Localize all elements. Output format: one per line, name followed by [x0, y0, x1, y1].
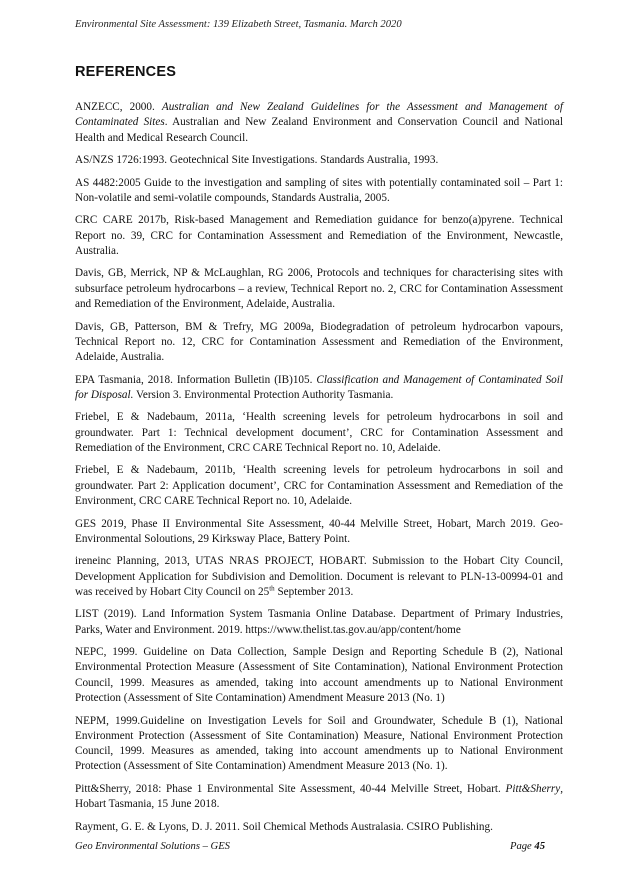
reference-davis-2006: Davis, GB, Merrick, NP & McLaughlan, RG 2006, Protocols and techniques for characterising sites with subsurface petroleum hydrocarbons – a review, Technical Report no. 2, CRC for Contamination Assessment and Remediation of the Environment, Adelaide, Australia.	[75, 267, 563, 311]
footer-company: Geo Environmental Solutions – GES	[75, 841, 230, 852]
reference-rayment: Rayment, G. E. & Lyons, D. J. 2011. Soil Chemical Methods Australasia. CSIRO Publishing.	[75, 820, 493, 833]
reference-ireneinc: ireneinc Planning, 2013, UTAS NRAS PROJECT, HOBART. Submission to the Hobart City Council, Development Application for Subdivision and Demolition. Document is relevant to PLN-13-00994-01 and was received by Hobart City Council on 25th September 2013.	[75, 555, 563, 598]
running-header: Environmental Site Assessment: 139 Elizabeth Street, Tasmania. March 2020	[75, 19, 402, 30]
page-number: Page 45	[509, 841, 545, 852]
reference-as-4482: AS 4482:2005 Guide to the investigation and sampling of sites with potentially contaminated soil – Part 1: Non-volatile and semi-volatile compounds, Standards Australia, 2005.	[75, 176, 563, 204]
reference-anzecc: ANZECC, 2000. Australian and New Zealand Guidelines for the Assessment and Management of Contaminated Sites. Australian and New Zealand Environment and Conservation Council and National Health and Medical Research Council.	[75, 101, 563, 144]
reference-asnzs-1726: AS/NZS 1726:1993. Geotechnical Site Investigations. Standards Australia, 1993.	[75, 154, 439, 167]
reference-ges-2019: GES 2019, Phase II Environmental Site Assessment, 40-44 Melville Street, Hobart, March 2019. Geo-Environmental Soloutions, 29 Kirksway Place, Battery Point.	[75, 517, 563, 545]
reference-list	[75, 100, 563, 842]
reference-friebel-2011b: Friebel, E & Nadebaum, 2011b, ‘Health screening levels for petroleum hydrocarbons in soil and groundwater. Part 2: Application document’, CRC for Contamination Assessment and Remediation of the Environment, CRC CARE Technical Report no. 10, Adelaide.	[75, 464, 563, 508]
reference-friebel-2011a: Friebel, E & Nadebaum, 2011a, ‘Health screening levels for petroleum hydrocarbons in soil and groundwater. Part 1: Technical development document’, CRC for Contamination Assessment and Remediation of the Environment, CRC CARE Technical Report no. 10, Adelaide.	[75, 411, 563, 454]
reference-nepm: NEPM, 1999.Guideline on Investigation Levels for Soil and Groundwater, Schedule B (1), National Environment Protection (Assessment of Site Contamination) Measure, National Environment Protection Council, 1999. Measures as amended, taking into account amendments up to National Environment Protection (Assessment of Site Contamination) Amendment Measure 2013 (No. 1).	[75, 714, 563, 773]
reference-epa-tasmania: EPA Tasmania, 2018. Information Bulletin (IB)105. Classification and Management of Contaminated Soil for Disposal. Version 3. Environmental Protection Authority Tasmania.	[75, 373, 563, 401]
page-title: REFERENCES	[75, 64, 177, 80]
page-footer	[75, 841, 545, 852]
reference-list: LIST (2019). Land Information System Tasmania Online Database. Department of Primary Industries, Parks, Water and Environment. 2019. https://www.thelist.tas.gov.au/app/content/home	[75, 608, 563, 636]
reference-nepc: NEPC, 1999. Guideline on Data Collection, Sample Design and Reporting Schedule B (2), National Environmental Protection Measure (Assessment of Site Contamination), National Environment Protection Council, 1999. Measures as amended, taking into account amendments up to National Environment Protection (Assessment of Site Contamination) Amendment Measure 2013 (No. 1)	[75, 646, 563, 705]
reference-davis-2009: Davis, GB, Patterson, BM & Trefry, MG 2009a, Biodegradation of petroleum hydrocarbon vapours, Technical Report no. 12, CRC for Contamination Assessment and Remediation of the Environment, Adelaide, Australia.	[75, 320, 563, 364]
reference-pitt-sherry: Pitt&Sherry, 2018: Phase 1 Environmental Site Assessment, 40-44 Melville Street, Hobart. Pitt&Sherry, Hobart Tasmania, 15 June 2018.	[75, 782, 563, 811]
reference-crc-care: CRC CARE 2017b, Risk-based Management and Remediation guidance for benzo(a)pyrene. Technical Report no. 39, CRC for Contamination Assessment and Remediation of the Environment, Newcastle, Australia.	[75, 214, 563, 257]
